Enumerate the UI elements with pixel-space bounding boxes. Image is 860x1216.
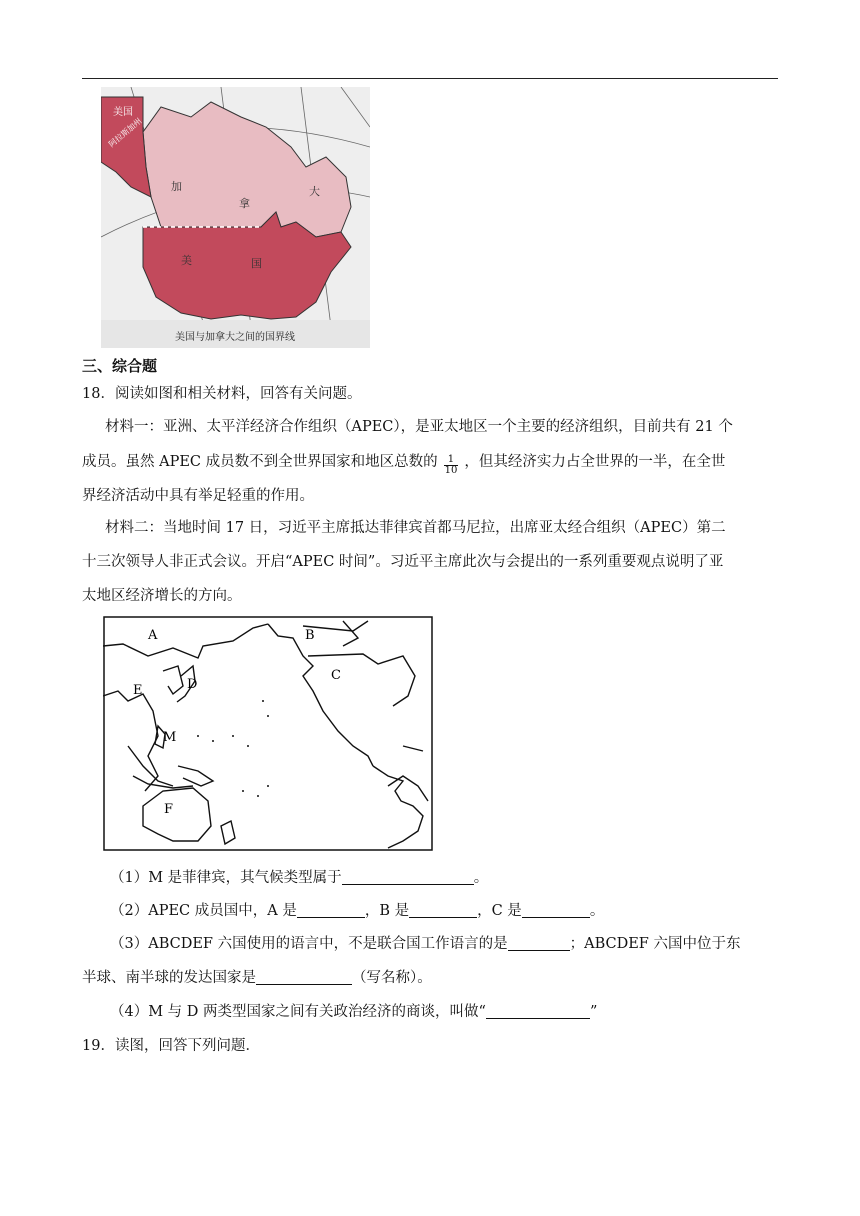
q18-sub2-c: ，C 是 [477,903,522,919]
q18-sub3-d: （写名称）。 [352,970,432,986]
q18-sub3-line1 [110,934,740,954]
map-label-e: E [133,683,143,698]
usa-canada-border-map [101,87,370,348]
canada-label-3: 大 [309,185,320,198]
fraction-numerator: 1 [444,455,459,466]
q18-material2-line2: 十三次领导人非正式会议。开启“APEC 时间”。习近平主席此次与会提出的一系列重要观点说明了亚 [82,554,724,570]
q18-material1-line1: 材料一：亚洲、太平洋经济合作组织（APEC），是亚太地区一个主要的经济组织，目前共有 21 个 [105,419,733,435]
q18-material1-line3: 界经济活动中具有举足轻重的作用。 [82,488,314,504]
q18-sub4-b: ” [589,1004,598,1020]
section-title: 三、综合题 [82,357,158,375]
canada-label-2: 拿 [239,197,250,210]
q18-material1-line2 [82,452,725,476]
q18-sub3-c: 半球、南半球的发达国家是 [82,970,256,986]
map-label-d: D [187,677,198,692]
one-tenth-fraction [444,455,459,476]
q18-sub1 [110,868,488,888]
answer-blank-b[interactable] [409,902,477,918]
q18-sub1-text: （1）M 是菲律宾，其气候类型属于 [110,870,342,886]
q18-material2-line3: 太地区经济增长的方向。 [82,588,242,604]
q18-sub1-end: 。 [473,870,489,886]
q18-sub2-b: ，B 是 [364,903,410,919]
q18-material1-line2a: 成员。虽然 APEC 成员数不到全世界国家和地区总数的 [82,454,438,470]
q18-material2-line1: 材料二：当地时间 17 日，习近平主席抵达菲律宾首都马尼拉，出席亚太经合组织（APEC）第二 [105,520,726,536]
map-label-a: A [148,628,158,643]
map-label-m: M [163,730,177,745]
q18-sub3-line2 [82,968,432,988]
q18-sub4 [110,1002,597,1022]
answer-blank-a[interactable] [297,902,365,918]
q18-sub2-a: （2）APEC 成员国中，A 是 [110,903,297,919]
q19-intro: 19．读图，回答下列问题． [82,1038,260,1054]
answer-blank-dialogue[interactable] [486,1003,590,1019]
q18-sub4-a: （4）M 与 D 两类型国家之间有关政治经济的商谈，叫做“ [110,1004,486,1020]
q18-sub2 [110,901,604,921]
answer-blank-climate[interactable] [342,869,474,885]
map1-caption: 美国与加拿大之间的国界线 [175,332,295,343]
map-label-f: F [164,802,174,817]
header-rule [82,78,778,79]
fraction-denominator: 10 [444,465,458,476]
canada-label-1: 加 [171,180,182,193]
map-label-c: C [331,668,341,683]
answer-blank-language[interactable] [508,935,570,951]
alaska-label: 阿拉斯加州 [107,116,144,150]
usa-label-2: 国 [251,257,262,270]
alaska-label-usa: 美国 [113,107,133,118]
q18-material1-line2b: ，但其经济实力占全世界的一半，在全世 [464,454,726,470]
q18-sub3-a: （3）ABCDEF 六国使用的语言中，不是联合国工作语言的是 [110,936,508,952]
map-label-b: B [305,628,315,643]
answer-blank-c[interactable] [522,902,590,918]
q18-intro: 18．阅读如图和相关材料，回答有关问题。 [82,386,362,402]
asia-pacific-map [103,616,433,851]
usa-label-1: 美 [181,254,192,267]
q18-sub3-b: ；ABCDEF 六国中位于东 [569,936,741,952]
q18-sub2-end: 。 [589,903,605,919]
answer-blank-developed-country[interactable] [256,969,352,985]
